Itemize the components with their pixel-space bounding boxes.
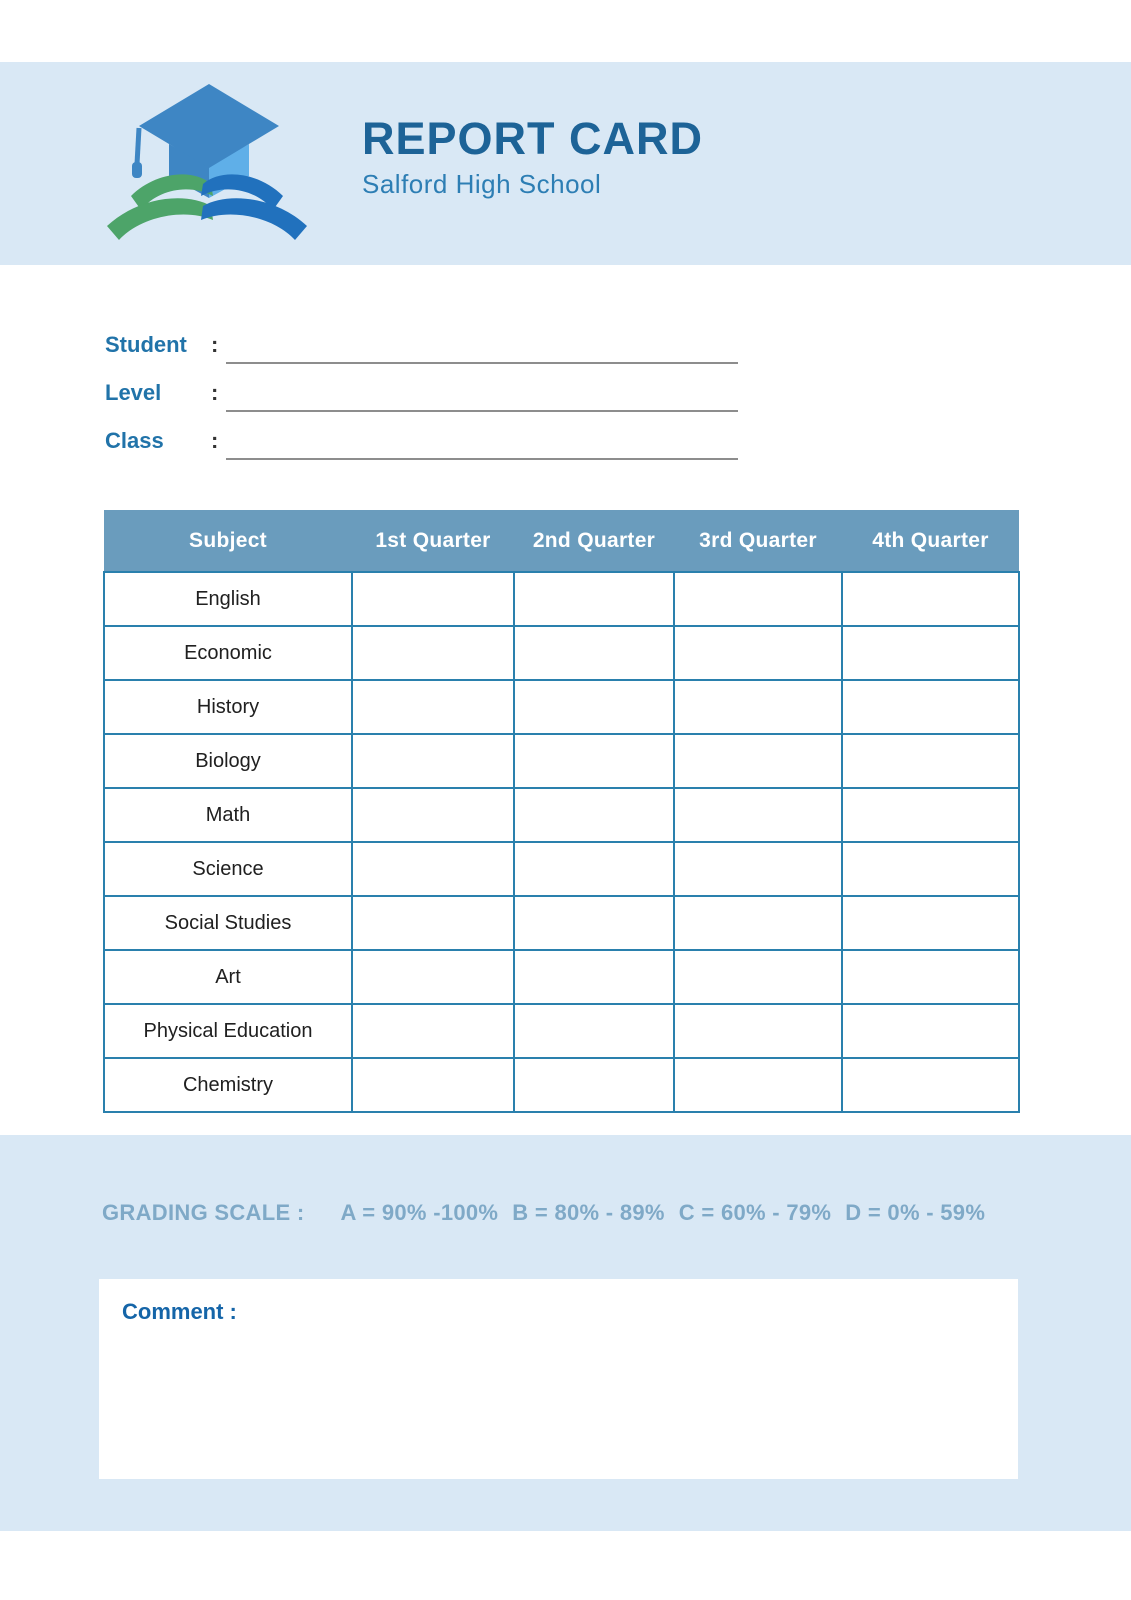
grading-scale-label: GRADING SCALE : bbox=[102, 1200, 305, 1225]
grade-cell-q4[interactable] bbox=[842, 626, 1019, 680]
report-title: REPORT CARD bbox=[362, 113, 704, 164]
grade-cell-q2[interactable] bbox=[514, 680, 674, 734]
grade-cell-q1[interactable] bbox=[352, 788, 514, 842]
grade-cell-q2[interactable] bbox=[514, 572, 674, 626]
table-row bbox=[104, 842, 1019, 896]
grade-cell-q3[interactable] bbox=[674, 626, 842, 680]
grade-cell-q3[interactable] bbox=[674, 1004, 842, 1058]
grading-scale-items bbox=[341, 1200, 986, 1226]
grade-cell-q2[interactable] bbox=[514, 788, 674, 842]
field-fill-line[interactable] bbox=[226, 362, 738, 364]
grade-cell-q4[interactable] bbox=[842, 680, 1019, 734]
subject-name: Art bbox=[104, 950, 352, 1004]
grade-cell-q4[interactable] bbox=[842, 788, 1019, 842]
column-header: 4th Quarter bbox=[842, 510, 1019, 572]
subject-name: English bbox=[104, 572, 352, 626]
grade-cell-q2[interactable] bbox=[514, 626, 674, 680]
field-colon-separator: : bbox=[211, 428, 219, 453]
grading-scale-item: A = 90% -100% bbox=[340, 1200, 499, 1225]
grade-cell-q1[interactable] bbox=[352, 842, 514, 896]
school-name: Salford High School bbox=[362, 168, 602, 199]
comment-box[interactable] bbox=[99, 1279, 1018, 1479]
grade-cell-q4[interactable] bbox=[842, 572, 1019, 626]
grades-table bbox=[103, 510, 1020, 1113]
grade-cell-q3[interactable] bbox=[674, 680, 842, 734]
field-label: Student bbox=[105, 332, 187, 357]
book-leaf-green-lower bbox=[107, 198, 213, 240]
field-colon-separator: : bbox=[211, 332, 219, 357]
tassel-knob bbox=[132, 162, 142, 178]
grade-cell-q3[interactable] bbox=[674, 572, 842, 626]
grade-cell-q3[interactable] bbox=[674, 950, 842, 1004]
grade-cell-q3[interactable] bbox=[674, 896, 842, 950]
table-row bbox=[104, 680, 1019, 734]
grade-cell-q3[interactable] bbox=[674, 1058, 842, 1112]
table-row bbox=[104, 896, 1019, 950]
grade-cell-q4[interactable] bbox=[842, 734, 1019, 788]
grade-cell-q2[interactable] bbox=[514, 896, 674, 950]
grade-cell-q2[interactable] bbox=[514, 1058, 674, 1112]
grade-cell-q2[interactable] bbox=[514, 734, 674, 788]
grade-cell-q4[interactable] bbox=[842, 1058, 1019, 1112]
table-row bbox=[104, 1004, 1019, 1058]
column-header: 1st Quarter bbox=[352, 510, 514, 572]
field-colon-separator: : bbox=[211, 380, 219, 405]
grade-cell-q1[interactable] bbox=[352, 1058, 514, 1112]
subject-name: Physical Education bbox=[104, 1004, 352, 1058]
grade-cell-q3[interactable] bbox=[674, 788, 842, 842]
grade-cell-q1[interactable] bbox=[352, 572, 514, 626]
grade-cell-q4[interactable] bbox=[842, 1004, 1019, 1058]
grade-cell-q4[interactable] bbox=[842, 842, 1019, 896]
school-logo bbox=[97, 84, 317, 242]
header-band bbox=[0, 62, 1131, 265]
grading-scale-item: C = 60% - 79% bbox=[678, 1200, 832, 1225]
field-label: Class bbox=[105, 428, 164, 453]
field-row bbox=[105, 425, 745, 460]
grading-scale-item: D = 0% - 59% bbox=[845, 1200, 986, 1225]
grade-cell-q1[interactable] bbox=[352, 734, 514, 788]
grade-cell-q4[interactable] bbox=[842, 896, 1019, 950]
subject-name: Social Studies bbox=[104, 896, 352, 950]
subject-name: Economic bbox=[104, 626, 352, 680]
grade-cell-q2[interactable] bbox=[514, 842, 674, 896]
subject-name: Science bbox=[104, 842, 352, 896]
title-block bbox=[362, 114, 703, 200]
field-row bbox=[105, 329, 745, 364]
field-fill-line[interactable] bbox=[226, 410, 738, 412]
grade-cell-q1[interactable] bbox=[352, 1004, 514, 1058]
grading-scale bbox=[102, 1200, 985, 1226]
subject-name: Biology bbox=[104, 734, 352, 788]
graduation-cap-icon bbox=[139, 84, 279, 168]
subject-name: History bbox=[104, 680, 352, 734]
subject-name: Math bbox=[104, 788, 352, 842]
grade-cell-q1[interactable] bbox=[352, 626, 514, 680]
column-header: 3rd Quarter bbox=[674, 510, 842, 572]
table-row bbox=[104, 626, 1019, 680]
table-header-row bbox=[104, 510, 1019, 572]
table-row bbox=[104, 734, 1019, 788]
table-row bbox=[104, 788, 1019, 842]
grading-scale-item: B = 80% - 89% bbox=[512, 1200, 665, 1225]
grade-cell-q3[interactable] bbox=[674, 842, 842, 896]
field-fill-line[interactable] bbox=[226, 458, 738, 460]
table-row bbox=[104, 572, 1019, 626]
field-row bbox=[105, 377, 745, 412]
comment-label: Comment : bbox=[122, 1299, 237, 1324]
grade-cell-q4[interactable] bbox=[842, 950, 1019, 1004]
table-row bbox=[104, 950, 1019, 1004]
column-header: Subject bbox=[104, 510, 352, 572]
grade-cell-q2[interactable] bbox=[514, 950, 674, 1004]
subject-name: Chemistry bbox=[104, 1058, 352, 1112]
grade-cell-q1[interactable] bbox=[352, 896, 514, 950]
table-row bbox=[104, 1058, 1019, 1112]
grade-cell-q2[interactable] bbox=[514, 1004, 674, 1058]
book-leaf-blue-lower bbox=[201, 198, 307, 240]
grade-cell-q1[interactable] bbox=[352, 950, 514, 1004]
field-label: Level bbox=[105, 380, 162, 405]
grade-cell-q1[interactable] bbox=[352, 680, 514, 734]
grade-cell-q3[interactable] bbox=[674, 734, 842, 788]
tassel-icon bbox=[137, 128, 139, 164]
student-info-section bbox=[105, 329, 745, 460]
column-header: 2nd Quarter bbox=[514, 510, 674, 572]
